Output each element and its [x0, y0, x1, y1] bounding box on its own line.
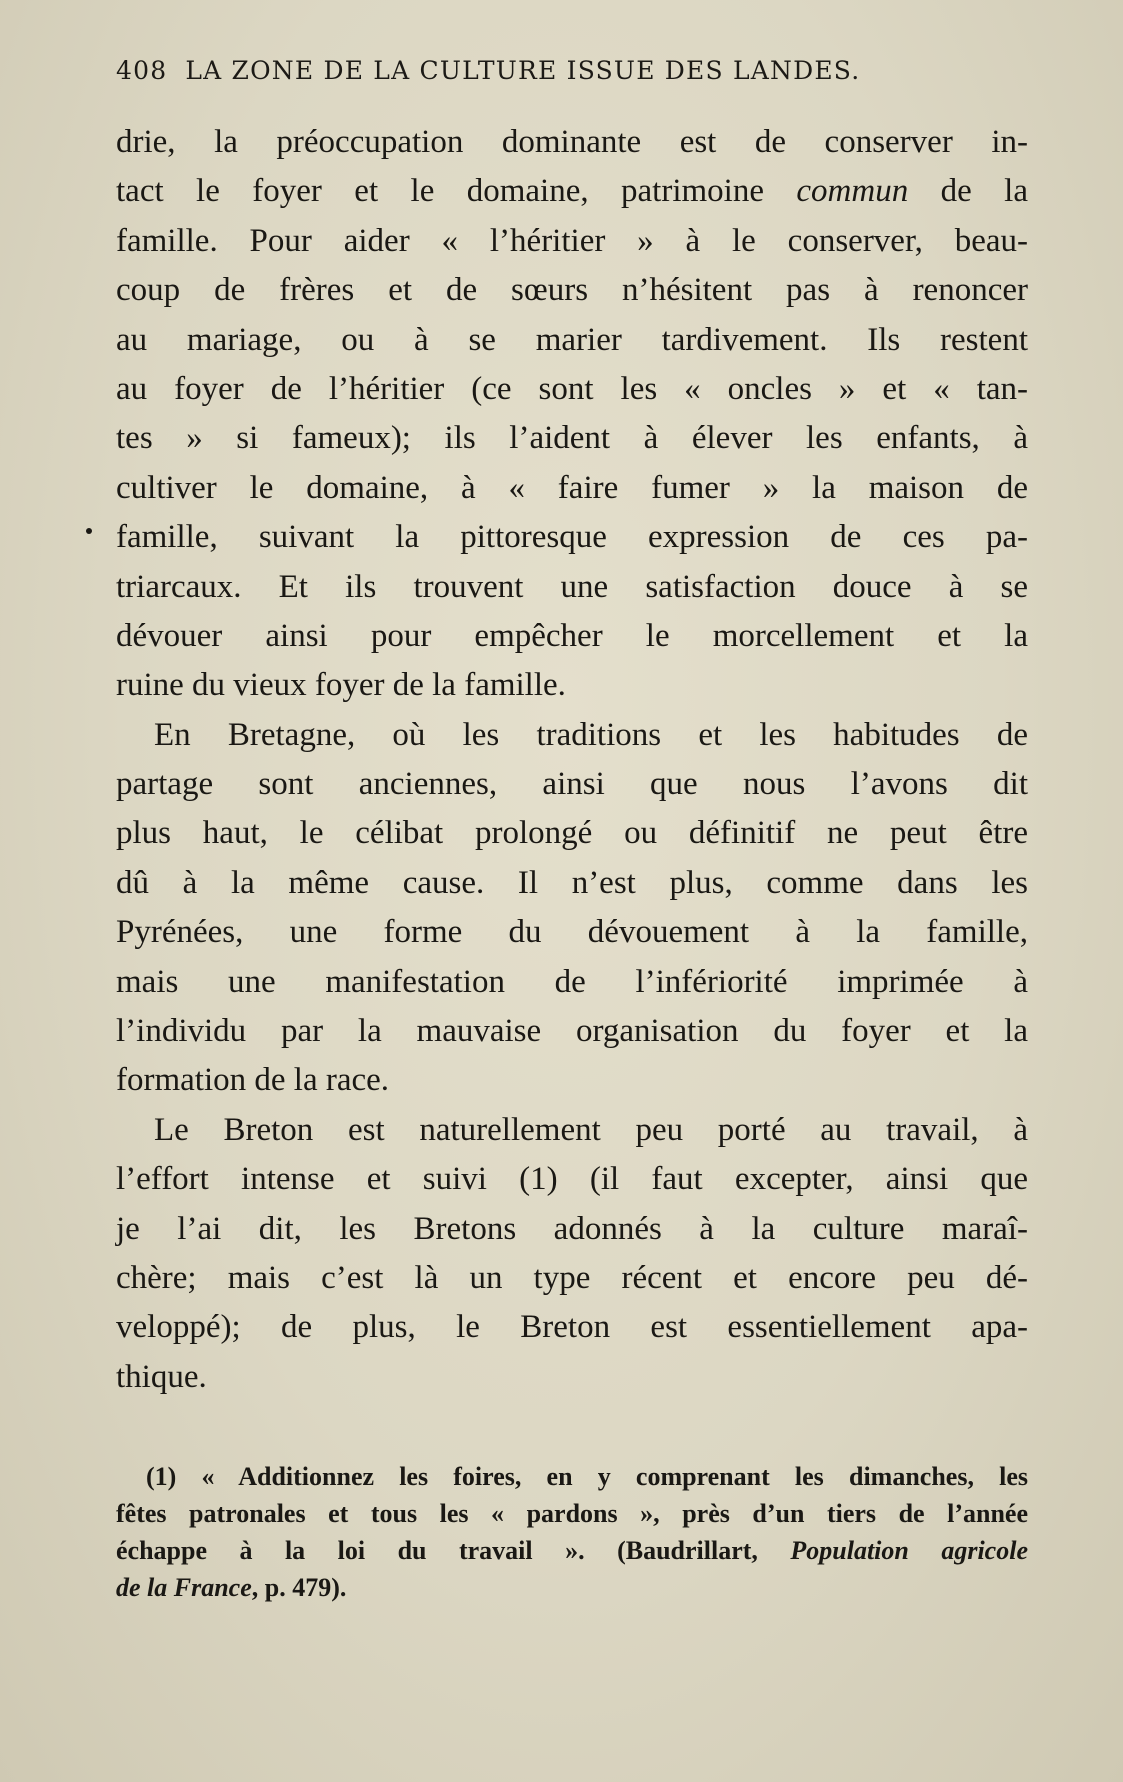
footnote-line: fêtes patronales et tous les « pardons », près d’un tiers de l’année	[116, 1499, 1028, 1528]
running-head	[116, 56, 946, 85]
margin-dot	[86, 528, 92, 534]
text-segment: tact le foyer et le domaine, patrimoine	[116, 173, 797, 210]
text-line-with-italic	[116, 167, 1028, 216]
text-line: je l’ai dit, les Bretons adonnés à la culture maraî-	[116, 1210, 1028, 1247]
footnote-line-with-italic	[116, 1532, 1028, 1569]
body-text	[116, 118, 1028, 1402]
text-line: cultiver le domaine, à « faire fumer » la maison de	[116, 469, 1028, 506]
text-line: chère; mais c’est là un type récent et encore peu dé-	[116, 1259, 1028, 1296]
text-line: tes » si fameux); ils l’aident à élever les enfants, à	[116, 420, 1028, 457]
text-line: famille. Pour aider « l’héritier » à le conserver, beau-	[116, 222, 1028, 259]
text-line: dû à la même cause. Il n’est plus, comme dans les	[116, 864, 1028, 901]
text-line: coup de frères et de sœurs n’hésitent pas à renoncer	[116, 272, 1028, 309]
text-segment: échappe à la loi du travail ». (Baudrillart,	[116, 1536, 791, 1565]
footnote	[116, 1458, 1028, 1606]
footnote-line-with-italic	[116, 1569, 1028, 1606]
text-line: veloppé); de plus, le Breton est essentiellement apa-	[116, 1309, 1028, 1346]
text-segment: de la	[908, 173, 1028, 210]
text-line: dévouer ainsi pour empêcher le morcellement et la	[116, 617, 1028, 654]
text-line: ruine du vieux foyer de la famille.	[116, 667, 566, 704]
text-line: Pyrénées, une forme du dévouement à la famille,	[116, 914, 1028, 951]
text-segment: , p. 479).	[251, 1573, 347, 1602]
text-line: l’individu par la mauvaise organisation du foyer et la	[116, 1013, 1028, 1050]
footnote-line: (1) « Additionnez les foires, en y comprenant les dimanches, les	[146, 1462, 1028, 1491]
italic-title: de la France	[116, 1573, 252, 1602]
running-title: LA ZONE DE LA CULTURE ISSUE DES LANDES.	[185, 56, 861, 85]
text-line: au mariage, ou à se marier tardivement. Ils restent	[116, 321, 1028, 358]
text-line: au foyer de l’héritier (ce sont les « oncles » et « tan-	[116, 370, 1028, 407]
italic-title: Population agricole	[790, 1536, 1028, 1565]
text-line: formation de la race.	[116, 1062, 390, 1099]
text-line: mais une manifestation de l’infériorité imprimée à	[116, 963, 1028, 1000]
text-line: l’effort intense et suivi (1) (il faut excepter, ainsi que	[116, 1161, 1028, 1198]
page-number: 408	[116, 56, 168, 85]
paragraph-start-line: En Bretagne, où les traditions et les habitudes de	[154, 716, 1028, 753]
text-line: famille, suivant la pittoresque expression de ces pa-	[116, 519, 1028, 556]
text-line: plus haut, le célibat prolongé ou définitif ne peut être	[116, 815, 1028, 852]
paragraph-start-line: Le Breton est naturellement peu porté au travail, à	[154, 1111, 1028, 1148]
italic-word: commun	[796, 173, 909, 210]
text-line: partage sont anciennes, ainsi que nous l’avons dit	[116, 766, 1028, 803]
text-line: drie, la préoccupation dominante est de conserver in-	[116, 124, 1028, 160]
text-line: triarcaux. Et ils trouvent une satisfaction douce à se	[116, 568, 1028, 605]
text-line: thique.	[116, 1358, 207, 1395]
